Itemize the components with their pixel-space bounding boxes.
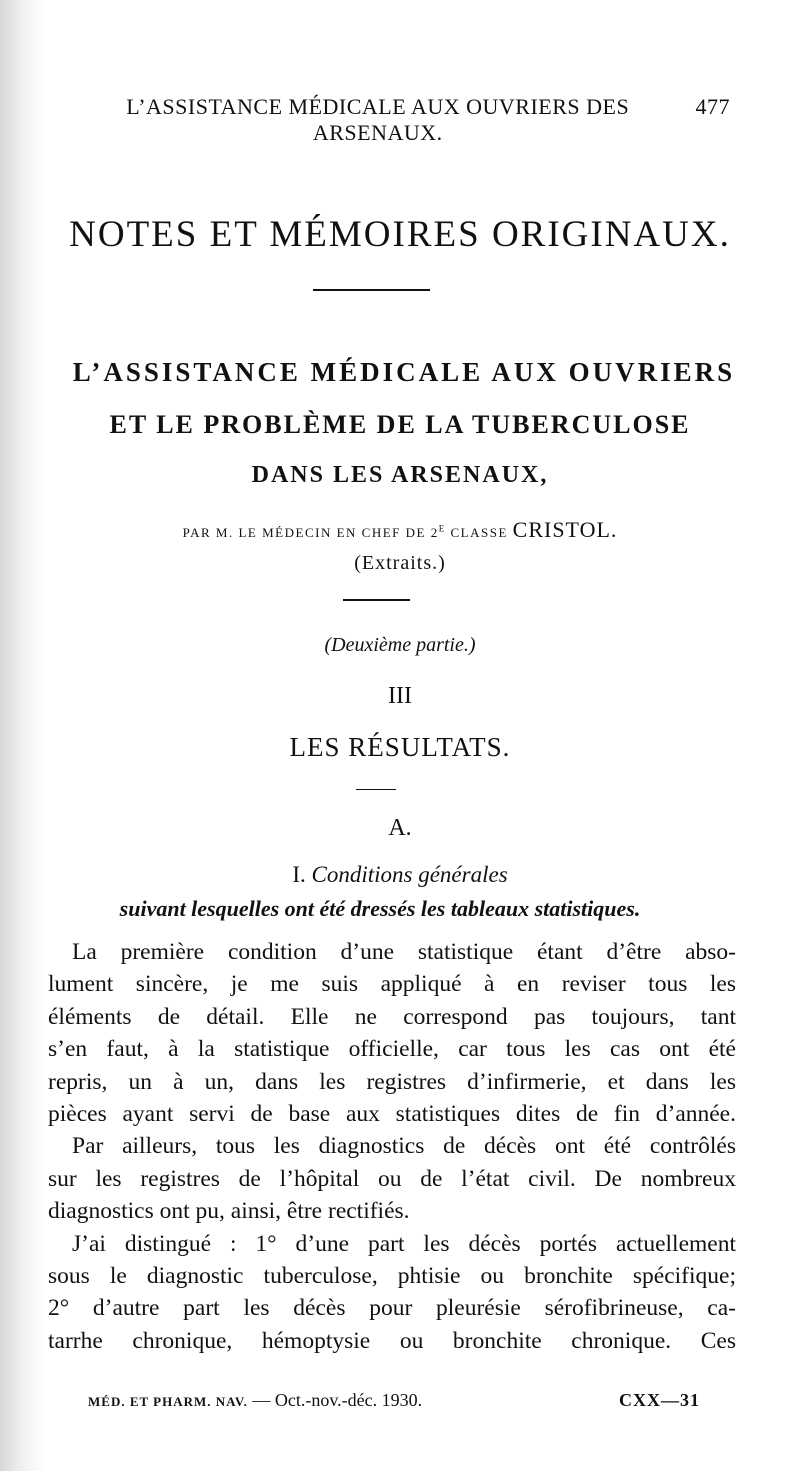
byline (0, 517, 800, 543)
footer-left (88, 1390, 422, 1411)
short-rule (356, 789, 396, 790)
footer-dash: — (252, 1390, 271, 1410)
body-line: sous le diagnostic tuberculose, phtisie ou bronchite spécifique; (48, 1263, 736, 1290)
footer-journal: MÉD. ET PHARM. NAV. (88, 1394, 248, 1409)
body-line: diagnostics ont pu, ainsi, être rectifiés. (48, 1198, 410, 1225)
body-line: tarrhe chronique, hémoptysie ou bronchite chronique. Ces (48, 1327, 736, 1354)
section-heading: LES RÉSULTATS. (289, 732, 511, 762)
article-title-line1: L’ASSISTANCE MÉDICALE AUX OUVRIERS (72, 357, 736, 387)
running-title: L’ASSISTANCE MÉDICALE AUX OUVRIERS DES ARSENAUX. (126, 94, 630, 145)
subheading-text: Conditions générales (311, 862, 508, 887)
body-line: 2° d’autre part les décès pour pleurésie sérofibrineuse, ca- (48, 1295, 736, 1322)
footer-date: Oct.-nov.-déc. 1930. (274, 1390, 423, 1410)
byline-prefix: PAR M. LE MÉDECIN EN CHEF DE 2 (182, 525, 439, 540)
subheading-line1 (0, 862, 800, 888)
body-line: Par ailleurs, tous les diagnostics de décès ont été contrôlés (72, 1133, 736, 1160)
body-line: éléments de détail. Elle ne correspond pas toujours, tant (48, 1003, 736, 1030)
body-line: pièces ayant servi de base aux statistiques dites de fin d’année. (48, 1101, 736, 1128)
body-line: s’en faut, à la statistique officielle, car tous les cas ont été (48, 1036, 736, 1063)
part-label: (Deuxième partie.) (324, 634, 476, 656)
article-title-line2: ET LE PROBLÈME DE LA TUBERCULOSE (109, 410, 691, 439)
subheading-line2: suivant lesquelles ont été dressés les tableaux statistiques. (119, 896, 641, 921)
title-rule (313, 289, 430, 291)
page-number: 477 (695, 94, 730, 119)
byline-author: CRISTOL. (512, 517, 618, 542)
extraits-note: (Extraits.) (354, 552, 446, 574)
article-title-line3: DANS LES ARSENAUX, (251, 462, 549, 488)
footer-signature: CXX—31 (619, 1390, 700, 1410)
body-text (48, 936, 736, 1357)
subheading-number: I. (292, 862, 306, 887)
running-header (60, 94, 730, 146)
separator-rule (343, 599, 410, 601)
byline-middle: CLASSE (445, 525, 513, 540)
subsection-letter: A. (388, 815, 412, 841)
section-numeral: III (388, 683, 412, 709)
body-line: lument sincère, je me suis appliqué à en reviser tous les (48, 971, 736, 998)
body-line: La première condition d’une statistique étant d’être abso- (72, 939, 736, 965)
section-title: NOTES ET MÉMOIRES ORIGINAUX. (69, 214, 731, 255)
body-line: repris, un à un, dans les registres d’infirmerie, et dans les (48, 1068, 736, 1095)
byline-superscript: E (438, 523, 446, 534)
body-line: sur les registres de l’hôpital ou de l’état civil. De nombreux (48, 1165, 736, 1192)
page-footer (88, 1390, 700, 1411)
body-line: J’ai distingué : 1° d’une part les décès portés actuellement (72, 1230, 736, 1257)
